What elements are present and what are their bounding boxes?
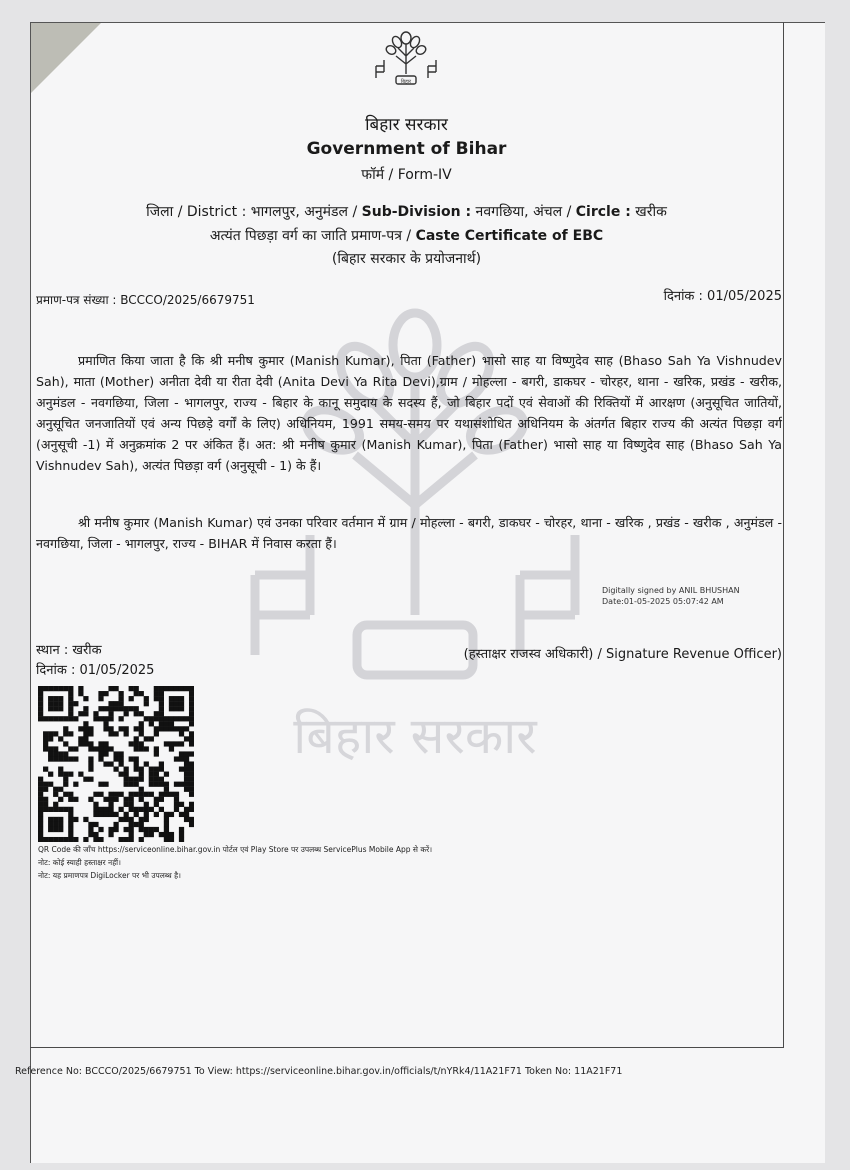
signature-label: (हस्ताक्षर राजस्व अधिकारी) / Signature Revenue Officer) [463, 647, 782, 662]
note-qr-verification: QR Code की जाँच https://serviceonline.bihar.gov.in पोर्टल एवं Play Store पर उपलब्ध ServicePlus Mobile App से करें। [38, 845, 433, 854]
certificate-body-paragraph: प्रमाणित किया जाता है कि श्री मनीष कुमार (Manish Kumar), पिता (Father) भासो साह या विष्णुदेव साह (Bhaso Sah Ya Vishnudev Sah), माता (Mother) अनीता देवी या रीता देवी (Anita Devi Ya Rita Devi),ग्राम / मोहल्ला - बगरी, डाकघर - चोरहर, थाना - खरिक, प्रखंड - खरीक, अनुमंडल - नवगछिया, जिला - भागलपुर, राज्य - बिहार के कानू समुदाय के सदस्य हैं, जो बिहार पदों एवं सेवाओं की रिक्तियों में आरक्षण (अनुसूचित जातियों, अनुसूचित जनजातियों एवं अन्य पिछड़े वर्गों के लिए) अधिनियम, 1991 समय-समय पर यथासंशोधित अधिनियम के अंतर्गत बिहार राज्य की अत्यंत पिछड़ा वर्ग (अनुसूची -1) में अनुक्रमांक 2 पर अंकित हैं। अत: श्री मनीष कुमार (Manish Kumar), पिता (Father) भासो साह या विष्णुदेव साह (Bhaso Sah Ya Vishnudev Sah), अत्यंत पिछड़ा वर्ग (अनुसूची - 1) के हैं। [36, 353, 782, 473]
digital-signature-date: Date:01-05-2025 05:07:42 AM [602, 597, 724, 606]
district-value: भागलपुर, अनुमंडल / [250, 204, 358, 220]
certificate-purpose: (बिहार सरकार के प्रयोजनार्थ) [331, 251, 482, 267]
digital-signature-info [602, 585, 740, 607]
title-english: Government of Bihar [306, 139, 507, 159]
issue-date: दिनांक : 01/05/2025 [663, 289, 782, 304]
district-line [30, 202, 783, 221]
certificate-title [30, 226, 783, 245]
svg-text:बिहार: बिहार [400, 79, 412, 85]
form-label: फॉर्म / Form-IV [361, 167, 452, 183]
residence-paragraph: श्री मनीष कुमार (Manish Kumar) एवं उनका परिवार वर्तमान में ग्राम / मोहल्ला - बगरी, डाकघर - चोरहर, थाना - खरिक , प्रखंड - खरीक , अनुमंडल - नवगछिया, जिला - भागलपुर, राज्य - BIHAR में निवास करता हैं। [36, 515, 782, 551]
note-ink-signature: नोट: कोई स्याही हस्ताक्षर नहीं। [38, 858, 121, 867]
certificate-title-hindi: अत्यंत पिछड़ा वर्ग का जाति प्रमाण-पत्र / [209, 228, 412, 244]
watermark-text: बिहार सरकार [293, 707, 537, 765]
digital-signature-signer: Digitally signed by ANIL BHUSHAN [602, 586, 740, 595]
district-label: जिला / District : [146, 204, 247, 220]
qr-code[interactable] [38, 686, 194, 842]
circle-value: खरीक [635, 204, 667, 220]
place-date-field: दिनांक : 01/05/2025 [36, 663, 155, 678]
place-field: स्थान : खरीक [36, 643, 102, 658]
bihar-emblem-logo [372, 28, 440, 88]
circle-label: Circle : [575, 204, 631, 220]
certificate-number: प्रमाण-पत्र संख्या : BCCCO/2025/6679751 [36, 293, 255, 307]
certificate-title-english: Caste Certificate of EBC [415, 228, 604, 244]
title-hindi: बिहार सरकार [365, 115, 448, 135]
reference-footer: Reference No: BCCCO/2025/6679751 To View: https://serviceonline.bihar.gov.in/officials/t/nYRk4/11A21F71 Token No: 11A21F71 [15, 1066, 623, 1077]
subdivision-value: नवगछिया, अंचल / [475, 204, 572, 220]
subdivision-label: Sub-Division : [361, 204, 472, 220]
verification-notes [38, 843, 432, 882]
note-digilocker: नोट: यह प्रमाणपत्र DigiLocker पर भी उपलब्ध है। [38, 871, 181, 880]
